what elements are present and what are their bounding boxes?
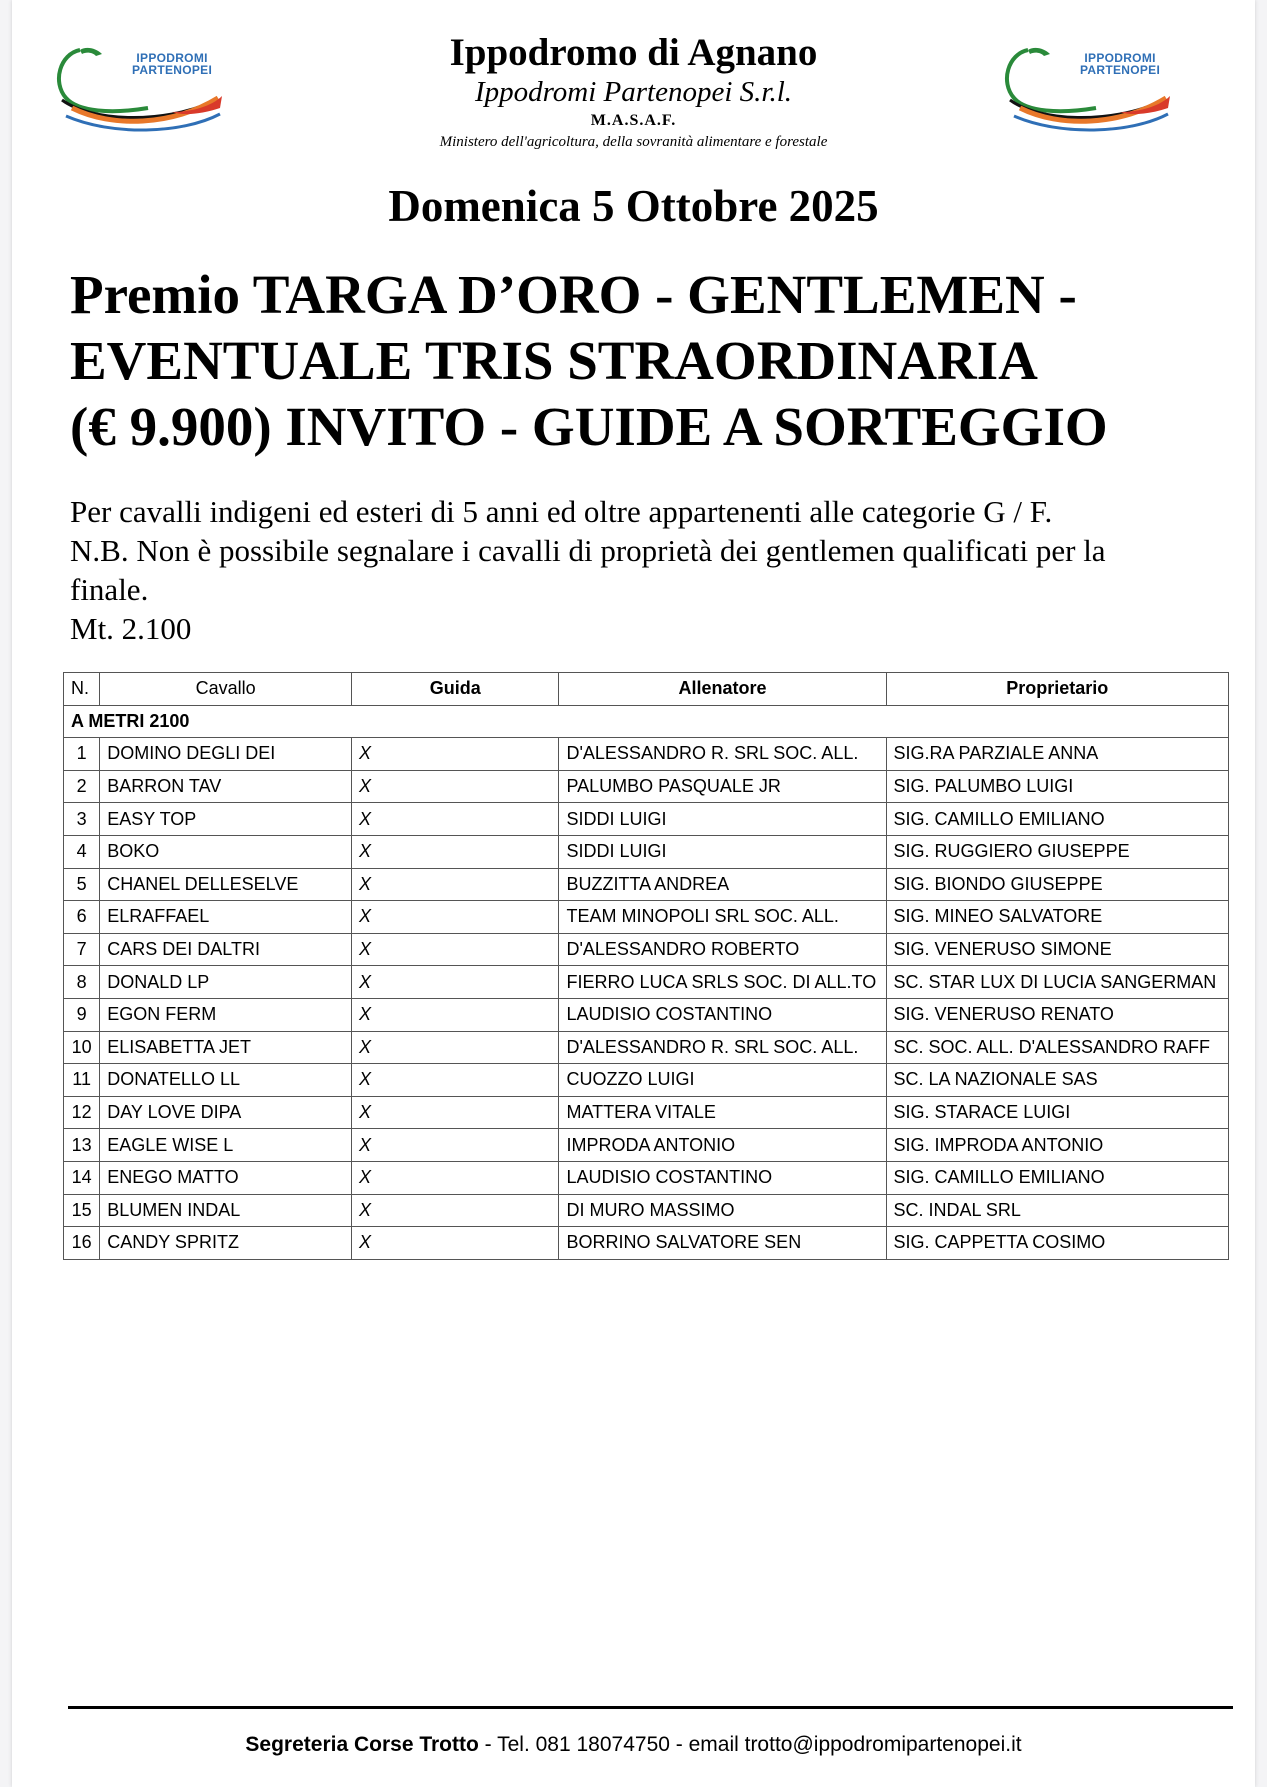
cell-cavallo: ELRAFFAEL xyxy=(100,901,352,934)
header-guida: Guida xyxy=(352,673,559,706)
table-row xyxy=(64,1227,1229,1260)
table-row xyxy=(64,1194,1229,1227)
entries-table xyxy=(63,672,1229,1260)
cell-cavallo: EGON FERM xyxy=(100,998,352,1031)
cell-cavallo: DONALD LP xyxy=(100,966,352,999)
table-row xyxy=(64,966,1229,999)
cell-cavallo: CANDY SPRITZ xyxy=(100,1227,352,1260)
cell-allenatore: LAUDISIO COSTANTINO xyxy=(559,998,886,1031)
cell-allenatore: PALUMBO PASQUALE JR xyxy=(559,770,886,803)
section-row xyxy=(64,705,1229,738)
cell-guida: X xyxy=(352,901,559,934)
company-name: Ippodromi Partenopei S.r.l. xyxy=(474,76,793,108)
cell-n: 2 xyxy=(64,770,100,803)
cell-n: 6 xyxy=(64,901,100,934)
cell-proprietario: SIG. CAMILLO EMILIANO xyxy=(886,803,1228,836)
cell-allenatore: MATTERA VITALE xyxy=(559,1096,886,1129)
cell-allenatore: D'ALESSANDRO R. SRL SOC. ALL. xyxy=(559,738,886,771)
cell-allenatore: TEAM MINOPOLI SRL SOC. ALL. xyxy=(559,901,886,934)
cell-allenatore: BORRINO SALVATORE SEN xyxy=(559,1227,886,1260)
masaf-label: M.A.S.A.F. xyxy=(590,112,677,129)
cell-cavallo: ENEGO MATTO xyxy=(100,1161,352,1194)
cell-n: 11 xyxy=(64,1064,100,1097)
cell-allenatore: FIERRO LUCA SRLS SOC. DI ALL.TO xyxy=(559,966,886,999)
table-row xyxy=(64,1161,1229,1194)
header-cavallo: Cavallo xyxy=(100,673,352,706)
cell-n: 10 xyxy=(64,1031,100,1064)
table-row xyxy=(64,1096,1229,1129)
footer-divider xyxy=(68,1706,1233,1709)
cell-cavallo: BARRON TAV xyxy=(100,770,352,803)
cell-cavallo: DAY LOVE DIPA xyxy=(100,1096,352,1129)
cell-allenatore: D'ALESSANDRO R. SRL SOC. ALL. xyxy=(559,1031,886,1064)
logo-line2: PARTENOPEI xyxy=(1080,63,1161,77)
cell-cavallo: DOMINO DEGLI DEI xyxy=(100,738,352,771)
race-title-line: Premio TARGA D’ORO - GENTLEMEN - xyxy=(70,264,1077,325)
cell-guida: X xyxy=(352,835,559,868)
cell-proprietario: SC. INDAL SRL xyxy=(886,1194,1228,1227)
cell-guida: X xyxy=(352,1161,559,1194)
cell-guida: X xyxy=(352,1227,559,1260)
cell-guida: X xyxy=(352,1096,559,1129)
race-title xyxy=(70,262,1240,460)
cell-proprietario: SIG. PALUMBO LUIGI xyxy=(886,770,1228,803)
cell-proprietario: SIG. STARACE LUIGI xyxy=(886,1096,1228,1129)
cell-n: 12 xyxy=(64,1096,100,1129)
cell-n: 1 xyxy=(64,738,100,771)
table-row xyxy=(64,1064,1229,1097)
table-row xyxy=(64,770,1229,803)
ministry-name: Ministero dell'agricoltura, della sovranità alimentare e forestale xyxy=(439,134,828,150)
venue-title: Ippodromo di Agnano xyxy=(449,31,818,74)
cell-n: 5 xyxy=(64,868,100,901)
footer-label: Segreteria Corse Trotto xyxy=(245,1733,479,1756)
cell-cavallo: ELISABETTA JET xyxy=(100,1031,352,1064)
header-proprietario: Proprietario xyxy=(886,673,1228,706)
cell-cavallo: EASY TOP xyxy=(100,803,352,836)
race-title-line: EVENTUALE TRIS STRAORDINARIA xyxy=(70,330,1038,391)
cell-allenatore: BUZZITTA ANDREA xyxy=(559,868,886,901)
cell-proprietario: SIG. CAPPETTA COSIMO xyxy=(886,1227,1228,1260)
cell-cavallo: DONATELLO LL xyxy=(100,1064,352,1097)
cell-allenatore: D'ALESSANDRO ROBERTO xyxy=(559,933,886,966)
table-row xyxy=(64,933,1229,966)
cell-proprietario: SIG. MINEO SALVATORE xyxy=(886,901,1228,934)
cell-cavallo: BOKO xyxy=(100,835,352,868)
cell-guida: X xyxy=(352,966,559,999)
cell-guida: X xyxy=(352,738,559,771)
cell-allenatore: IMPRODA ANTONIO xyxy=(559,1129,886,1162)
cell-proprietario: SC. SOC. ALL. D'ALESSANDRO RAFF xyxy=(886,1031,1228,1064)
cell-cavallo: CHANEL DELLESELVE xyxy=(100,868,352,901)
race-desc-line: Per cavalli indigeni ed esteri di 5 anni ed oltre appartenenti alle categorie G / F. xyxy=(70,494,1053,529)
table-row xyxy=(64,1129,1229,1162)
header-n: N. xyxy=(64,673,100,706)
logo-line2: PARTENOPEI xyxy=(132,63,213,77)
cell-guida: X xyxy=(352,933,559,966)
table-row xyxy=(64,835,1229,868)
cell-n: 7 xyxy=(64,933,100,966)
cell-proprietario: SIG.RA PARZIALE ANNA xyxy=(886,738,1228,771)
table-row xyxy=(64,1031,1229,1064)
section-label: A METRI 2100 xyxy=(64,705,1229,738)
cell-n: 15 xyxy=(64,1194,100,1227)
table-row xyxy=(64,868,1229,901)
cell-guida: X xyxy=(352,803,559,836)
cell-cavallo: EAGLE WISE L xyxy=(100,1129,352,1162)
cell-guida: X xyxy=(352,1031,559,1064)
cell-n: 13 xyxy=(64,1129,100,1162)
cell-guida: X xyxy=(352,1064,559,1097)
cell-cavallo: CARS DEI DALTRI xyxy=(100,933,352,966)
cell-allenatore: LAUDISIO COSTANTINO xyxy=(559,1161,886,1194)
cell-guida: X xyxy=(352,868,559,901)
cell-allenatore: SIDDI LUIGI xyxy=(559,835,886,868)
cell-guida: X xyxy=(352,1194,559,1227)
logo-line1: IPPODROMI xyxy=(136,51,208,65)
cell-proprietario: SIG. CAMILLO EMILIANO xyxy=(886,1161,1228,1194)
header-allenatore: Allenatore xyxy=(559,673,886,706)
cell-allenatore: DI MURO MASSIMO xyxy=(559,1194,886,1227)
cell-n: 8 xyxy=(64,966,100,999)
race-title-line: (€ 9.900) INVITO - GUIDE A SORTEGGIO xyxy=(70,396,1108,457)
race-date: Domenica 5 Ottobre 2025 xyxy=(388,181,879,231)
cell-proprietario: SIG. IMPRODA ANTONIO xyxy=(886,1129,1228,1162)
cell-allenatore: SIDDI LUIGI xyxy=(559,803,886,836)
table-row xyxy=(64,738,1229,771)
race-distance: Mt. 2.100 xyxy=(70,611,192,646)
cell-n: 16 xyxy=(64,1227,100,1260)
cell-proprietario: SIG. VENERUSO RENATO xyxy=(886,998,1228,1031)
cell-n: 14 xyxy=(64,1161,100,1194)
footer-contact: - Tel. 081 18074750 - email trotto@ippodromipartenopei.it xyxy=(478,1733,1022,1756)
cell-proprietario: SIG. RUGGIERO GIUSEPPE xyxy=(886,835,1228,868)
table-row xyxy=(64,998,1229,1031)
cell-guida: X xyxy=(352,1129,559,1162)
cell-n: 9 xyxy=(64,998,100,1031)
cell-n: 4 xyxy=(64,835,100,868)
table-header-row xyxy=(64,673,1229,706)
cell-n: 3 xyxy=(64,803,100,836)
document-page xyxy=(12,0,1255,1787)
logo-line1: IPPODROMI xyxy=(1084,51,1156,65)
race-desc-line: N.B. Non è possibile segnalare i cavalli di proprietà dei gentlemen qualificati per la xyxy=(70,533,1106,568)
cell-guida: X xyxy=(352,770,559,803)
cell-proprietario: SIG. BIONDO GIUSEPPE xyxy=(886,868,1228,901)
race-desc-line: finale. xyxy=(70,572,149,607)
cell-proprietario: SIG. VENERUSO SIMONE xyxy=(886,933,1228,966)
race-description xyxy=(70,492,1240,648)
cell-proprietario: SC. LA NAZIONALE SAS xyxy=(886,1064,1228,1097)
cell-guida: X xyxy=(352,998,559,1031)
footer xyxy=(12,1733,1255,1757)
cell-cavallo: BLUMEN INDAL xyxy=(100,1194,352,1227)
cell-allenatore: CUOZZO LUIGI xyxy=(559,1064,886,1097)
cell-proprietario: SC. STAR LUX DI LUCIA SANGERMAN xyxy=(886,966,1228,999)
table-row xyxy=(64,803,1229,836)
table-row xyxy=(64,901,1229,934)
